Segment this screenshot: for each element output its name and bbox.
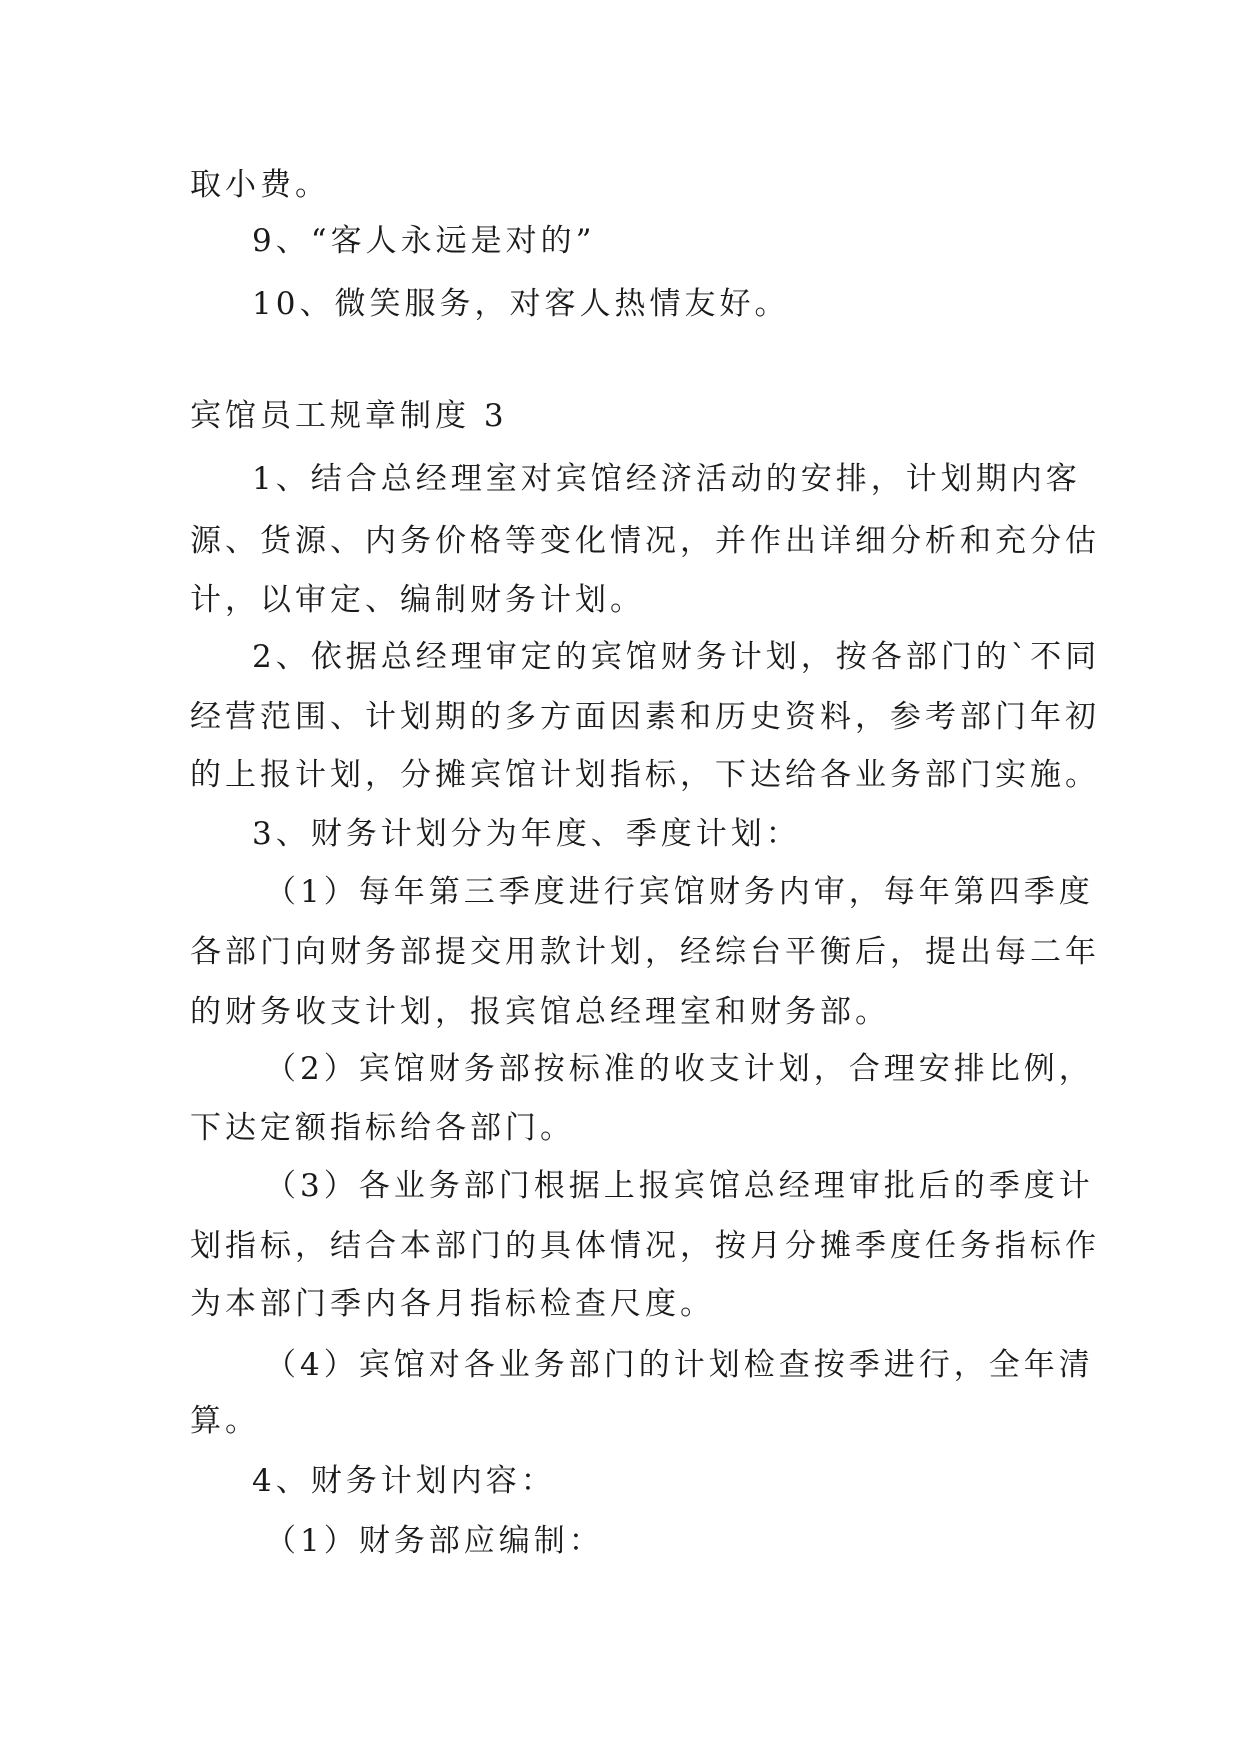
- text-line: 取小费。: [190, 167, 330, 203]
- text-line: 10、微笑服务，对客人热情友好。: [252, 286, 790, 322]
- text-line: 2、依据总经理审定的宾馆财务计划，按各部门的`不同: [252, 639, 1101, 675]
- text-line: 下达定额指标给各部门。: [190, 1110, 575, 1146]
- text-line: （3）各业务部门根据上报宾馆总经理审批后的季度计: [265, 1168, 1094, 1204]
- text-line: 的财务收支计划，报宾馆总经理室和财务部。: [190, 994, 890, 1030]
- text-line: 经营范围、计划期的多方面因素和历史资料，参考部门年初: [190, 699, 1100, 735]
- text-line: （1）财务部应编制：: [265, 1523, 604, 1559]
- text-line: 为本部门季内各月指标检查尺度。: [190, 1286, 715, 1322]
- text-line: （2）宾馆财务部按标准的收支计划，合理安排比例，: [265, 1051, 1094, 1087]
- text-line: （4）宾馆对各业务部门的计划检查按季进行，全年清: [265, 1347, 1094, 1383]
- text-line: 4、财务计划内容：: [252, 1463, 556, 1499]
- text-line: 计，以审定、编制财务计划。: [190, 582, 645, 618]
- text-line: 3、财务计划分为年度、季度计划：: [252, 816, 801, 852]
- text-line: 各部门向财务部提交用款计划，经综台平衡后，提出每二年: [190, 934, 1100, 970]
- section-heading: 宾馆员工规章制度 3: [190, 398, 508, 434]
- text-line: 9、“客人永远是对的”: [252, 223, 596, 259]
- text-line: 的上报计划，分摊宾馆计划指标，下达给各业务部门实施。: [190, 757, 1100, 793]
- text-line: 划指标，结合本部门的具体情况，按月分摊季度任务指标作: [190, 1228, 1100, 1264]
- text-line: 源、货源、内务价格等变化情况，并作出详细分析和充分估: [190, 523, 1100, 559]
- text-line: 算。: [190, 1403, 260, 1439]
- text-line: 1、结合总经理室对宾馆经济活动的安排，计划期内客: [252, 461, 1081, 497]
- text-line: （1）每年第三季度进行宾馆财务内审，每年第四季度: [265, 874, 1094, 910]
